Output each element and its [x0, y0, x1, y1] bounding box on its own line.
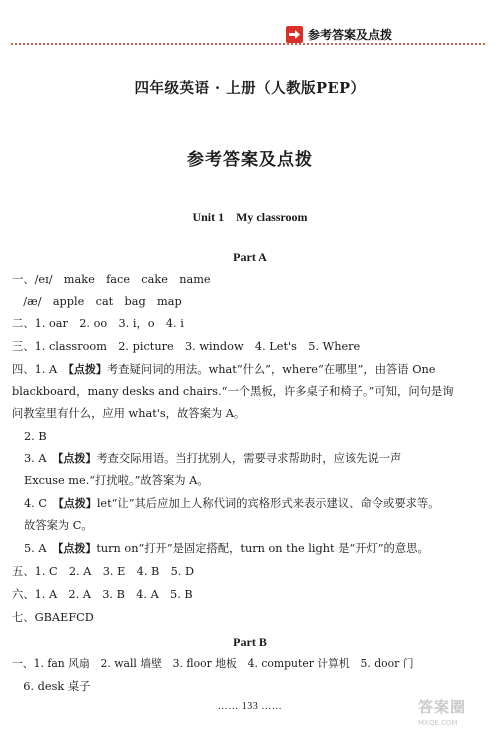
hint-text: 考查交际用语。当打扰别人，需要寻求帮助时，应该先说一声	[96, 452, 402, 465]
answer-line: 二、1. oar 2. oo 3. i，o 4. i	[12, 317, 184, 330]
answer-line: /æ/ apple cat bag map	[12, 295, 182, 308]
answer-line: 6. desk 桌子	[12, 680, 91, 693]
part-b-title: Part B	[233, 635, 267, 649]
hint-text: let“让”其后应加上人称代词的宾格形式来表示建议、命令或要求等。	[96, 497, 440, 510]
book-title: 四年级英语 · 上册（人教版PEP）	[134, 80, 366, 97]
hint-label: 【点拨】	[57, 452, 97, 465]
answer-line: 问教室里有什么，应用 what's，故答案为 A。	[12, 407, 246, 420]
hint-label: 【点拨】	[68, 363, 107, 376]
answer-number: 3. A	[24, 452, 58, 465]
answer-line: 一、1. fan 风扇 2. wall 墙壁 3. floor 地板 4. computer 计算机 5. door 门	[12, 657, 414, 670]
hint-label: 【点拨】	[57, 542, 97, 555]
hint-text: 考查疑问词的用法。what“什么”，where“在哪里”，由答语 One	[106, 363, 436, 376]
answer-line: 三、1. classroom 2. picture 3. window 4. Let's 5. Where	[12, 340, 361, 353]
arrow-right-icon	[286, 26, 303, 43]
watermark-title: 答案圈	[418, 698, 467, 716]
answer-number: 四、1. A	[12, 363, 69, 376]
answer-line: 2. B	[24, 430, 47, 443]
answer-number: 5. A	[24, 542, 58, 555]
answer-line: 六、1. A 2. A 3. B 4. A 5. B	[12, 588, 193, 601]
header-divider	[10, 43, 486, 45]
header-tag-text: 参考答案及点拨	[308, 27, 393, 42]
watermark-url: MXQE.COM	[418, 719, 458, 727]
page-number: …… 133 ……	[217, 701, 283, 712]
watermark-logo	[418, 696, 496, 734]
main-title: 参考答案及点拨	[187, 150, 313, 170]
answer-line: 七、GBAEFCD	[12, 611, 94, 624]
answer-line	[12, 362, 488, 378]
answer-line: blackboard，many desks and chairs.“一个黑板，许多桌子和椅子。”可知，问句是询	[12, 385, 454, 398]
hint-text: turn on“打开”是固定搭配，turn on the light 是“开灯”的意思。	[96, 542, 429, 555]
answer-line: Excuse me.“打扰啦。”故答案为 A。	[24, 474, 209, 487]
unit-title: Unit 1 My classroom	[192, 210, 308, 224]
part-a-title: Part A	[233, 250, 267, 264]
answer-line	[24, 451, 500, 467]
answer-line: 五、1. C 2. A 3. E 4. B 5. D	[12, 565, 195, 578]
answer-line: 故答案为 C。	[24, 519, 93, 532]
answer-line: 一、/eɪ/ make face cake name	[12, 273, 211, 286]
answer-line	[24, 541, 500, 557]
answer-line	[24, 496, 500, 512]
answer-number: 4. C	[24, 497, 59, 510]
hint-label: 【点拨】	[58, 497, 97, 510]
